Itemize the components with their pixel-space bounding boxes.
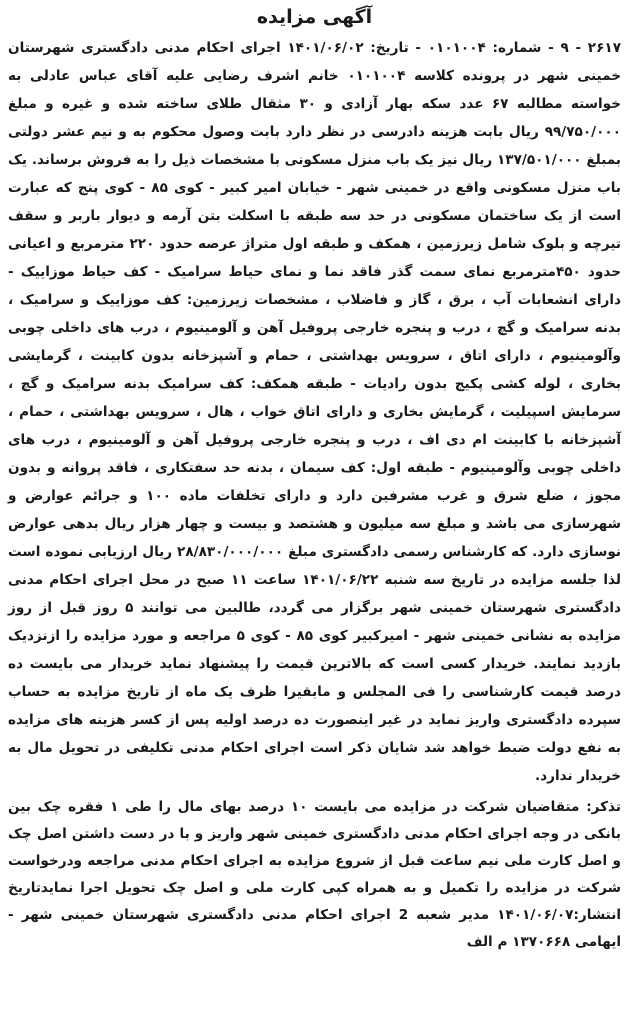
- notice-note: تذکر: متقاضیان شرکت در مزایده می بایست ۱۰ درصد بهای مال را طی ۱ فقره چک بین بانکی در وجه اجرای احکام مدنی دادگستری خمینی شهر واریز و با در دست داشتن اصل چک و اصل کارت ملی نیم ساعت قبل از شروع مزایده به اجرای احکام مدنی مراجعه ودرخواست شرکت در مزایده را تکمیل و به همراه کپی کارت ملی و اصل چک تحویل اجرا نمایدتاریخ انتشار:۱۴۰۱/۰۶/۰۷ مدیر شعبه 2 اجرای احکام مدنی دادگستری شهرستان خمینی شهر - ایهامی ۱۳۷۰۶۶۸ م الف: [8, 799, 622, 950]
- notice-body: ۲۶۱۷ - ۹ - شماره: ۰۱۰۱۰۰۴ - تاریخ: ۱۴۰۱/۰۶/۰۲ اجرای احکام مدنی دادگستری شهرستان خمینی شهر در پرونده کلاسه ۰۱۰۱۰۰۴ خانم اشرف رضایی علیه آقای عباس عادلی به خواسته مطالبه ۶۷ عدد سکه بهار آزادی و ۳۰ مثقال طلای ساخته شده و غیره و مبلغ ۹۹/۷۵۰/۰۰۰ ریال بابت هزینه دادرسی در نظر دارد بابت وصول محکوم به و نیم عشر دولتی بمبلغ ۱۳۷/۵۰۱/۰۰۰ ریال نیز یک باب منزل مسکونی با مشخصات ذیل را به فروش برساند. یک باب منزل مسکونی واقع در خمینی شهر - خیابان امیر کبیر - کوی ۸۵ - کوی پنج که عبارت است از یک ساختمان مسکونی در حد سه طبقه با اسکلت بتن آرمه و دیوار باربر و سقف تیرچه و بلوک شامل زیرزمین ، همکف و طبقه اول متراژ عرصه حدود ۲۲۰ مترمربع و اعیانی حدود ۴۵۰مترمربع نمای سمت گذر فاقد نما و نمای حیاط سرامیک - کف حیاط موزاییک - دارای انشعابات آب ، برق ، گاز و فاضلاب ، مشخصات زیرزمین: کف موزاییک و سرامیک ، بدنه سرامیک و گچ ، درب و پنجره خارجی پروفیل آهن و آلومینیوم ، درب های داخلی چوبی وآلومینیوم ، دارای اتاق ، سرویس بهداشتی ، حمام و آشپزخانه بدون کابینت ، گرمایشی بخاری ، لوله کشی پکیج بدون رادیات - طبقه همکف: کف سرامیک بدنه سرامیک و گچ ، سرمایش اسپیلیت ، گرمایش بخاری و دارای اتاق خواب ، هال ، سرویس بهداشتی ، حمام ، آشپزخانه با کابینت ام دی اف ، درب و پنجره خارجی پروفیل آهن و آلومینیوم ، درب های داخلی چوبی وآلومینیوم - طبقه اول: کف سیمان ، بدنه حد سفتکاری ، فاقد پروانه و بدون مجوز ، ضلع شرق و غرب مشرفین دارد و دارای تخلفات ماده ۱۰۰ و جرائم عوارض و شهرسازی می باشد و مبلغ سه میلیون و هشتصد و بیست و چهار هزار ریال بدهی عوارض نوسازی دارد. که کارشناس رسمی دادگستری مبلغ ۲۸/۸۳۰/۰۰۰/۰۰۰ ریال ارزیابی نموده است لذا جلسه مزایده در تاریخ سه شنبه ۱۴۰۱/۰۶/۲۲ ساعت ۱۱ صبح در محل اجرای احکام مدنی دادگستری شهرستان خمینی شهر برگزار می گردد، طالبین می توانند ۵ روز قبل از روز مزایده به نشانی خمینی شهر - امیرکبیر کوی ۸۵ - کوی ۵ مراجعه و مورد مزایده را ازنزدیک بازدید نمایند. خریدار کسی است که بالاترین قیمت را پیشنهاد نماید خریدار می بایست ده درصد قیمت کارشناسی را فی المجلس و مابقیرا ظرف یک ماه از تاریخ مزایده به حساب سپرده دادگستری واریز نماید در غیر اینصورت ده درصد اولیه پس از کسر هزینه های مزایده به نفع دولت ضبط خواهد شد شایان ذکر است اجرای احکام مدنی تکلیفی در تحویل مال به خریدار ندارد.: [8, 40, 622, 784]
- notice-title: آگهی مزایده: [256, 6, 373, 28]
